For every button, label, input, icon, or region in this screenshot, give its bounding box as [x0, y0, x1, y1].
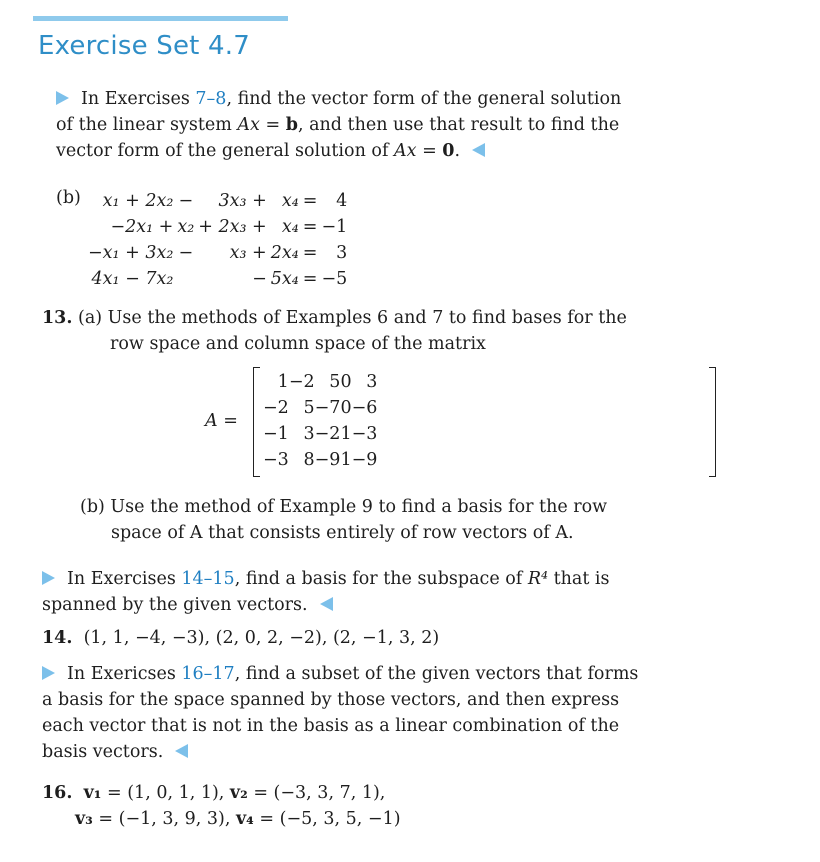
equation-row	[86, 240, 349, 266]
matrix-entries	[263, 369, 377, 473]
eq-term: 2x₄	[270, 243, 299, 263]
matrix-row	[263, 369, 377, 395]
exercise-link-7-8[interactable]: 7–8	[195, 89, 227, 109]
matrix-cell: −2	[288, 372, 315, 392]
matrix-row	[263, 421, 377, 447]
matrix-cell: −2	[263, 398, 289, 418]
equation-table	[86, 188, 349, 292]
exercise-number: 14.	[42, 628, 73, 648]
intro-exercises-16-17: In Exericses 16–17, find a subset of the given vectors that forms a basis for the space spanned by those vectors, and then express each vector that is not in the basis as a linear combination of the basis vectors.	[42, 664, 639, 762]
matrix-cell: 0	[340, 372, 352, 392]
eq-rhs: −5	[321, 269, 348, 289]
eq-sign: =	[302, 217, 318, 237]
eq-term: −x₁ + 3x₂	[88, 243, 174, 263]
equation-row	[86, 188, 349, 214]
exercise-number: 16.	[42, 783, 73, 803]
eq-term: x₄	[281, 191, 299, 211]
back-arrow-icon	[175, 744, 188, 758]
eq-term: + 2x₃ +	[198, 217, 267, 237]
eq-rhs: 3	[336, 243, 348, 263]
eq-term	[175, 266, 196, 292]
matrix-cell: 5	[303, 398, 315, 418]
section-title: Exercise Set 4.7	[38, 31, 250, 61]
exercise-16: 16. v₁ = (1, 0, 1, 1), v₂ = (−3, 3, 7, 1), v₃ = (−1, 3, 9, 3), v₄ = (−5, 3, 5, −1)	[42, 783, 401, 829]
exercise-text: row space and column space of the matrix	[110, 334, 486, 354]
intro-exercises-7-8: In Exercises 7–8, find the vector form of the general solution of the linear system Ax = b, and then use that result to find the vector form of the general solution of Ax = 0.	[56, 89, 622, 161]
exercise-number: 13.	[42, 308, 73, 328]
matrix-cell: −7	[314, 398, 341, 418]
equation-row	[86, 266, 349, 292]
eq-term: 4x₁ − 7x₂	[91, 269, 174, 289]
exercise-text: (1, 1, −4, −3), (2, 0, 2, −2), (2, −1, 3, 2)	[83, 628, 440, 648]
matrix-cell: −3	[351, 424, 378, 444]
matrix-cell: 1	[340, 424, 352, 444]
matrix-cell: 1	[340, 450, 352, 470]
intro-exercises-14-15: In Exercises 14–15, find a basis for the subspace of R⁴ that is spanned by the given vectors.	[42, 569, 610, 615]
matrix-cell: 0	[340, 398, 352, 418]
matrix-cell: −3	[263, 450, 289, 470]
matrix-label: A =	[205, 411, 238, 431]
matrix-cell: −1	[263, 424, 289, 444]
part-label: (b)	[56, 188, 81, 208]
matrix-cell: −6	[351, 398, 378, 418]
matrix-cell: −9	[314, 450, 341, 470]
eq-term: 3x₃ +	[218, 191, 267, 211]
matrix-row	[263, 447, 377, 473]
back-arrow-icon	[472, 143, 485, 157]
eq-term: −	[252, 269, 267, 289]
eq-term: x₃ +	[229, 243, 267, 263]
matrix-cell: 3	[366, 372, 378, 392]
eq-term: x₁ + 2x₂	[102, 191, 174, 211]
exercise-13-part-b	[80, 494, 607, 546]
back-arrow-icon	[320, 597, 333, 611]
eq-term: x₂	[177, 217, 195, 237]
matrix-cell: 3	[303, 424, 315, 444]
matrix-cell: −9	[351, 450, 378, 470]
eq-term: −	[178, 191, 194, 211]
eq-rhs: 4	[336, 191, 348, 211]
eq-term: −2x₁ +	[110, 217, 174, 237]
next-arrow-icon	[42, 571, 55, 585]
exercise-13-part-a	[42, 305, 627, 357]
eq-sign: =	[302, 243, 318, 263]
exercise-14	[42, 625, 439, 651]
left-bracket	[253, 367, 260, 477]
matrix-cell: 8	[303, 450, 315, 470]
matrix-cell: 5	[329, 372, 341, 392]
next-arrow-icon	[42, 666, 55, 680]
eq-term: x₄	[281, 217, 299, 237]
matrix-row	[263, 395, 377, 421]
exercise-text: (b) Use the method of Example 9 to find a basis for the row	[80, 497, 608, 517]
right-bracket	[709, 367, 716, 477]
exercise-link-14-15[interactable]: 14–15	[181, 569, 235, 589]
exercise-text: (a) Use the methods of Examples 6 and 7 to find bases for the	[78, 308, 627, 328]
eq-sign: =	[302, 269, 318, 289]
eq-term: −	[178, 243, 194, 263]
equation-row	[86, 214, 349, 240]
exercise-link-16-17[interactable]: 16–17	[181, 664, 235, 684]
exercise-text: space of A that consists entirely of row vectors of A.	[111, 523, 574, 543]
matrix-cell: −2	[314, 424, 341, 444]
eq-rhs: −1	[321, 217, 348, 237]
eq-term: 5x₄	[270, 269, 299, 289]
matrix-cell: 1	[277, 372, 289, 392]
header-rule	[33, 16, 288, 21]
next-arrow-icon	[56, 91, 69, 105]
eq-sign: =	[302, 191, 318, 211]
